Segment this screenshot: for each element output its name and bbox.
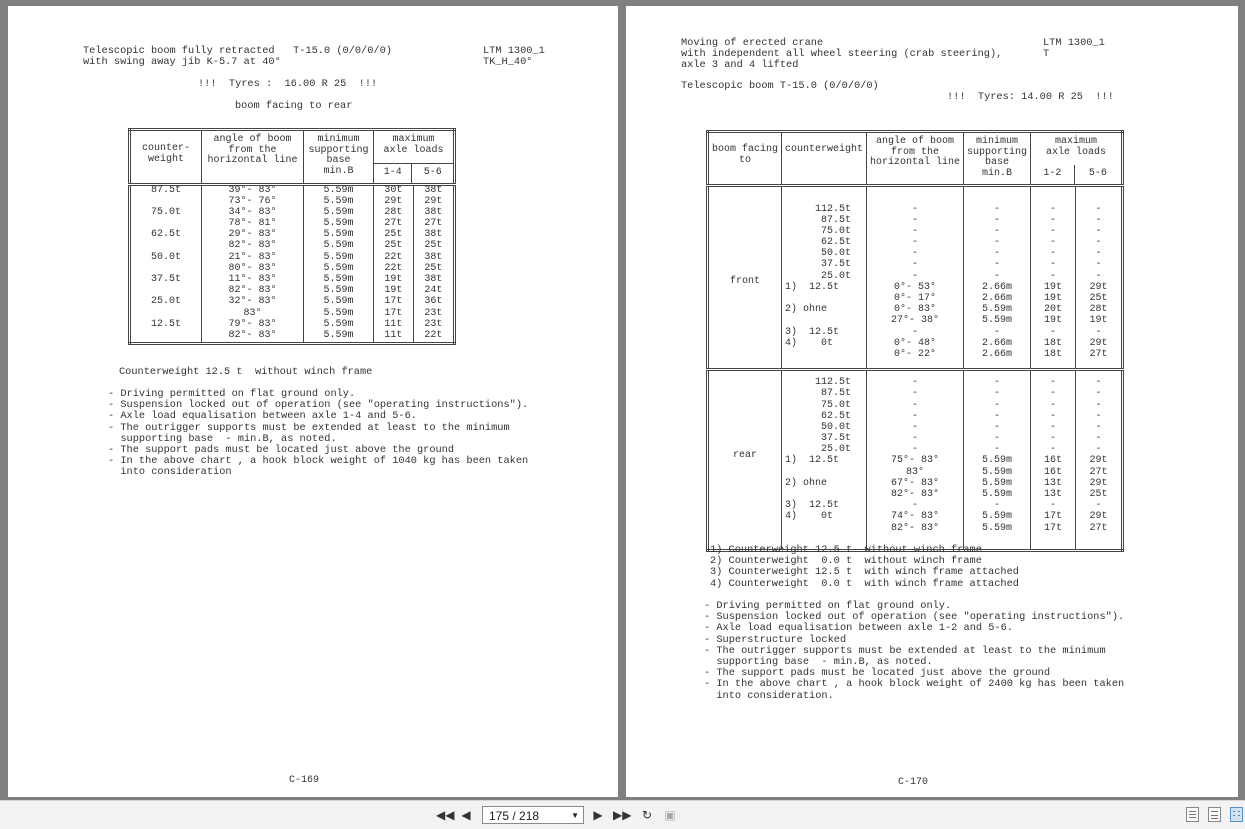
cell-line: - (1095, 214, 1102, 226)
cell-line: 24t (424, 285, 443, 297)
doc-code-line-1: LTM 1300_1 (1043, 37, 1105, 49)
cell-line: 17t (384, 296, 403, 308)
cell-line: 5.59m (323, 240, 354, 252)
cell-line: - (912, 225, 919, 237)
cell-line: - (994, 399, 1001, 411)
load-table-right (706, 130, 1124, 552)
cell-line: - (994, 237, 1001, 249)
cell-line: 112.5t (785, 377, 852, 389)
cell-line: 38t (424, 251, 443, 263)
cell-line: 37.5t (150, 274, 181, 285)
col-axle-5-6 (413, 184, 454, 344)
cell-line: 19t (1044, 281, 1063, 293)
doc-code-line-1: LTM 1300_1 (483, 45, 545, 57)
footnotes-list (710, 545, 1019, 590)
cell-line: 5.59m (323, 206, 354, 218)
cell-line: 50.0t (785, 421, 852, 433)
cell-line: - (1095, 225, 1102, 237)
cell-line: 23t (424, 318, 443, 330)
cell-line: 0°- 53° (894, 281, 937, 293)
cell-line: - (1095, 377, 1102, 389)
cell-line: - (1050, 500, 1057, 512)
cell-line: - (994, 326, 1001, 338)
cell-line: 16t (1044, 466, 1063, 478)
cell-line: 82°- 83° (228, 285, 277, 297)
header-line-1: Moving of erected crane (681, 37, 824, 49)
cell-line: 5.59m (982, 315, 1013, 327)
cell-line: 20t (1044, 304, 1063, 316)
cell-line: - (1050, 377, 1057, 389)
col-angle-rear (867, 370, 964, 551)
col-angle (202, 184, 304, 344)
cell-line: 62.5t (150, 229, 181, 241)
cell-line: - (1050, 225, 1057, 237)
cell-line: 4) 0t (785, 337, 834, 349)
cell-line: - (1050, 248, 1057, 260)
cell-line: 82°- 83° (891, 489, 940, 500)
cell-line: 38t (424, 274, 443, 285)
col-minb (304, 184, 374, 344)
header-counterweight: counter- weight (130, 130, 202, 185)
cell-line: 22t (384, 262, 403, 274)
cell-line: 27t (424, 218, 443, 230)
cell-line: 32°- 83° (228, 296, 277, 308)
cell-line: 12.5t (150, 318, 181, 330)
cell-line: - (1050, 410, 1057, 422)
cell-line: - (994, 433, 1001, 445)
last-page-icon[interactable]: ▶▶ (613, 808, 632, 822)
col-axle-1-4 (374, 184, 414, 344)
notes-list (704, 601, 1124, 702)
cell-line: 25.0t (150, 296, 181, 308)
cell-line: 25t (424, 262, 443, 274)
cell-line: - (912, 326, 919, 338)
cell-line: 1) 12.5t (785, 455, 840, 467)
cell-line: 0°- 17° (894, 293, 937, 304)
col-axle-1-2-front (1031, 185, 1076, 370)
cell-line: 13t (1044, 477, 1063, 489)
cell-line: 112.5t (785, 203, 852, 215)
cell-line: 29t (1089, 281, 1108, 293)
cell-line: 38t (424, 184, 443, 196)
cell-line: 19t (384, 274, 403, 285)
cell-line: - The support pads must be located just above the ground (108, 443, 455, 456)
cell-line: - (1050, 237, 1057, 249)
cell-line: 1) Counterweight 12.5 t without winch frame (710, 544, 982, 556)
cell-line: 22t (384, 251, 403, 263)
facing-front: front (708, 185, 782, 370)
rotate-icon[interactable]: ↻ (641, 808, 653, 822)
cell-line: 19t (1044, 293, 1063, 304)
col-counterweight-rear (782, 370, 867, 551)
cell-line: - (994, 225, 1001, 237)
cell-line: - (1095, 421, 1102, 433)
cell-line: 34°- 83° (228, 206, 277, 218)
cell-line: 5.59m (323, 296, 354, 308)
cell-line: 87.5t (150, 184, 181, 196)
page-select[interactable] (482, 806, 584, 824)
header-angle: angle of boom from the horizontal line (202, 130, 304, 185)
boom-note: Telescopic boom T-15.0 (0/0/0/0) (681, 80, 879, 92)
cell-line: supporting base - min.B, as noted. (704, 655, 933, 668)
cell-line: 3) 12.5t (785, 326, 840, 338)
cell-line: - In the above chart , a hook block weight of 1040 kg has been taken (108, 455, 529, 468)
cell-line: 5.59m (982, 477, 1013, 489)
tyres-note: !!! Tyres : 16.00 R 25 !!! (198, 78, 378, 90)
cell-line (785, 467, 863, 478)
cell-line: 5.59m (323, 329, 354, 341)
cell-line: - (1050, 203, 1057, 215)
cell-line: 11°- 83° (228, 274, 277, 285)
cell-line: 75°- 83° (891, 455, 940, 467)
cell-line: 25.0t (785, 270, 852, 282)
load-table-left (128, 128, 456, 345)
cell-line: 18t (1044, 348, 1063, 360)
col-minb-rear (964, 370, 1031, 551)
cell-line (785, 489, 863, 500)
cell-line: 5.59m (982, 455, 1013, 467)
cell-line: 38t (424, 206, 443, 218)
cell-line: - (912, 433, 919, 445)
cell-line: 25t (424, 240, 443, 252)
header-facing: boom facing to (708, 132, 782, 186)
cell-line: 5.59m (323, 218, 354, 230)
cell-line: 83° (243, 307, 262, 319)
cell-line: supporting base - min.B, as noted. (108, 432, 337, 445)
cell-line: - (994, 270, 1001, 282)
cell-line (785, 349, 863, 360)
cell-line: 23t (424, 307, 443, 319)
previous-page-icon[interactable]: ◀ (461, 808, 471, 822)
doc-code-line-2: T (1043, 48, 1050, 60)
cell-line: - (912, 377, 919, 389)
cell-line: - (1095, 326, 1102, 338)
cell-line: - The outrigger supports must be extended at least to the minimum (704, 644, 1106, 657)
cell-line: 4) 0t (785, 511, 834, 523)
cell-line: - (912, 248, 919, 260)
cell-line: 5.59m (323, 262, 354, 274)
cell-line: 5.59m (323, 318, 354, 330)
cell-line: 2.66m (982, 281, 1013, 293)
header-maximum: maximum axle loads 1-4 5-6 (374, 130, 455, 185)
cell-line: - (994, 248, 1001, 260)
cell-line: 1) 12.5t (785, 281, 840, 293)
next-page-icon[interactable]: ▶ (593, 808, 603, 822)
cell-line: - (994, 410, 1001, 422)
cell-line: 2) Counterweight 0.0 t without winch frame (710, 555, 982, 568)
cell-line: 29t (424, 195, 443, 207)
cell-line: 5.59m (982, 489, 1013, 500)
cell-line: - (912, 388, 919, 400)
cell-line (134, 331, 198, 342)
cell-line: - (1050, 270, 1057, 282)
cell-line: 67°- 83° (891, 477, 940, 489)
cell-line: 13t (1044, 489, 1063, 500)
cell-line: 29t (384, 195, 403, 207)
cell-line: 80°- 83° (228, 262, 277, 274)
cell-line: 28t (384, 206, 403, 218)
cell-line: 5.59m (323, 251, 354, 263)
cell-line: 0°- 83° (894, 304, 937, 316)
col-counterweight (130, 184, 202, 344)
cell-line (785, 315, 863, 326)
col-counterweight-front (782, 185, 867, 370)
cell-line: 27°- 38° (891, 315, 940, 327)
cell-line: 2) ohne (785, 477, 828, 489)
header-line-3: axle 3 and 4 lifted (681, 59, 799, 71)
cell-line: 0°- 22° (894, 348, 937, 360)
cell-line: - In the above chart , a hook block weight of 2400 kg has been taken (704, 678, 1125, 691)
cell-line: 25t (384, 240, 403, 252)
cell-line: 2.66m (982, 348, 1013, 360)
cell-line: 50.0t (150, 251, 181, 263)
cell-line: - (1050, 388, 1057, 400)
cell-line: 16t (1044, 455, 1063, 467)
cell-line: 19t (1089, 315, 1108, 327)
cell-line: - (912, 237, 919, 249)
first-page-icon[interactable]: ◀◀ (436, 808, 455, 822)
cell-line: - Driving permitted on flat ground only. (704, 600, 952, 612)
cell-line: 38t (424, 229, 443, 241)
single-page-view-icon[interactable] (1186, 807, 1199, 822)
col-axle-5-6-front (1076, 185, 1123, 370)
header-maximum: maximum axle loads 1-2 5-6 (1031, 132, 1123, 186)
page-number-left: C-169 (289, 775, 320, 786)
cell-line: - (994, 203, 1001, 215)
orientation-note: boom facing to rear (235, 100, 353, 112)
cell-line: 39°- 83° (228, 184, 277, 196)
cell-line: 78°- 81° (228, 218, 277, 230)
cell-line: 2.66m (982, 293, 1013, 304)
cell-line: - (1095, 399, 1102, 411)
cell-line: 83° (906, 466, 925, 478)
viewer-toolbar (0, 800, 1245, 829)
cell-line: - Superstructure locked (704, 633, 847, 646)
header-minimum: minimum supporting base min.B (964, 132, 1031, 186)
col-angle-front (867, 185, 964, 370)
cell-line: - (1095, 500, 1102, 512)
cell-line: 5.59m (982, 466, 1013, 478)
col-minb-front (964, 185, 1031, 370)
cell-line: - (912, 421, 919, 433)
cell-line: 2) ohne (785, 304, 828, 316)
cell-line: 29t (1089, 511, 1108, 523)
cell-line: - (994, 214, 1001, 226)
cell-line: - (912, 410, 919, 422)
fit-icon[interactable]: ▣ (664, 808, 676, 822)
cell-line: - (994, 388, 1001, 400)
cell-line (785, 293, 863, 304)
cell-line: 17t (1044, 522, 1063, 534)
cell-line: 0°- 48° (894, 337, 937, 349)
cell-line: - (912, 203, 919, 215)
cell-line: 17t (384, 307, 403, 319)
cell-line: - (912, 399, 919, 411)
cell-line: 29°- 83° (228, 229, 277, 241)
col-axle-1-2-rear (1031, 370, 1076, 551)
cell-line: - (994, 259, 1001, 271)
cell-line: 82°- 83° (228, 240, 277, 252)
cell-line: - (1095, 237, 1102, 249)
header-counterweight: counterweight (782, 132, 867, 186)
document-page-left (8, 6, 618, 797)
cell-line: 18t (1044, 337, 1063, 349)
cell-line: 50.0t (785, 248, 852, 260)
cell-line: - (912, 444, 919, 456)
cell-line: 19t (384, 285, 403, 297)
header-line-2: with swing away jib K-5.7 at 40° (83, 56, 281, 68)
cell-line (785, 523, 863, 534)
note-title: Counterweight 12.5 t without winch frame (119, 366, 373, 378)
cell-line: 5.59m (323, 285, 354, 297)
cell-line: 27t (1089, 348, 1108, 360)
cell-line: 29t (1089, 337, 1108, 349)
cell-line: - (1095, 388, 1102, 400)
cell-line: - Axle load equalisation between axle 1-4 and 5-6. (108, 410, 417, 423)
cell-line: - (994, 444, 1001, 456)
cell-line: - The support pads must be located just above the ground (704, 667, 1051, 680)
cell-line: 5.59m (982, 304, 1013, 316)
page-number-right: C-170 (898, 777, 929, 788)
cell-line: 73°- 76° (228, 195, 277, 207)
cell-line: - (912, 270, 919, 282)
cell-line: - (1050, 259, 1057, 271)
cell-line: 82°- 83° (891, 522, 940, 534)
cell-line: - (1095, 259, 1102, 271)
cell-line: 29t (1089, 477, 1108, 489)
cell-line: 25.0t (785, 444, 852, 456)
cell-line: 25t (1089, 293, 1108, 304)
cell-line: - (994, 421, 1001, 433)
cell-line: 11t (384, 318, 403, 330)
cell-line: - (1050, 326, 1057, 338)
cell-line: - (912, 259, 919, 271)
cell-line: 28t (1089, 304, 1108, 316)
cell-line: - (1095, 270, 1102, 282)
cell-line: 5.59m (323, 229, 354, 241)
doc-code-line-2: TK_H_40° (483, 56, 533, 68)
cell-line: 82°- 83° (228, 329, 277, 341)
cell-line: 30t (384, 184, 403, 196)
cell-line: 3) Counterweight 12.5 t with winch frame attached (710, 566, 1019, 579)
cell-line: 27t (1089, 522, 1108, 534)
cell-line: 5.59m (323, 195, 354, 207)
cell-line: - (1095, 410, 1102, 422)
cell-line: - (912, 500, 919, 512)
cell-line: - (1095, 433, 1102, 445)
cell-line: - (994, 500, 1001, 512)
header-line-1: Telescopic boom fully retracted T-15.0 (0/0/0/0) (83, 45, 392, 57)
tyres-note: !!! Tyres: 14.00 R 25 !!! (947, 91, 1114, 103)
header-minimum: minimum supporting base min.B (304, 130, 374, 185)
header-angle: angle of boom from the horizontal line (867, 132, 964, 186)
cell-line: 2.66m (982, 337, 1013, 349)
cell-line: - (1050, 399, 1057, 411)
cell-line: 25t (1089, 489, 1108, 500)
cell-line: 19t (1044, 315, 1063, 327)
cell-line: 36t (424, 296, 443, 308)
cell-line: 3) 12.5t (785, 500, 840, 512)
cell-line: 4) Counterweight 0.0 t with winch frame attached (710, 577, 1019, 590)
cell-line: 22t (424, 329, 443, 341)
col-axle-5-6-rear (1076, 370, 1123, 551)
cell-line: into consideration. (704, 689, 834, 702)
cell-line: 11t (384, 329, 403, 341)
cell-line: 5.59m (323, 307, 354, 319)
cell-line: - (1095, 444, 1102, 456)
cell-line: - Driving permitted on flat ground only. (108, 388, 356, 400)
cell-line: 5.59m (982, 522, 1013, 534)
notes-list (108, 389, 528, 479)
cell-line: 17t (1044, 511, 1063, 523)
cell-line: 37.5t (785, 433, 852, 445)
cell-line: - (1050, 421, 1057, 433)
cell-line: - Suspension locked out of operation (see "operating instructions"). (108, 399, 529, 412)
cell-line: 87.5t (785, 214, 852, 226)
cell-line: - (1050, 214, 1057, 226)
cell-line: 87.5t (785, 388, 852, 400)
chevron-down-icon: ▼ (571, 811, 579, 820)
cell-line: - (912, 214, 919, 226)
cell-line: 75.0t (785, 399, 852, 411)
cell-line: 62.5t (785, 410, 852, 422)
two-page-view-icon[interactable] (1230, 807, 1243, 822)
cell-line: - (1050, 433, 1057, 445)
cell-line: 74°- 83° (891, 511, 940, 523)
cell-line: 27t (1089, 466, 1108, 478)
cell-line: 29t (1089, 455, 1108, 467)
cell-line: 62.5t (785, 237, 852, 249)
cell-line: - (1095, 203, 1102, 215)
cell-line: 25t (384, 229, 403, 241)
cell-line: 27t (384, 218, 403, 230)
cell-line: - Suspension locked out of operation (see "operating instructions"). (704, 611, 1125, 624)
cell-line: 37.5t (785, 259, 852, 271)
header-line-2: with independent all wheel steering (crab steering), (681, 48, 1003, 60)
facing-rear: rear (708, 370, 782, 551)
cell-line (134, 241, 198, 252)
cell-line: 21°- 83° (228, 251, 277, 263)
cell-line: 5.59m (323, 274, 354, 285)
cell-line: into consideration (108, 466, 232, 479)
cell-line: - (994, 377, 1001, 389)
cell-line: - (1095, 248, 1102, 260)
cell-line: 75.0t (785, 225, 852, 237)
document-page-right (626, 6, 1238, 797)
page-indicator: 175 / 218 (489, 809, 540, 823)
cell-line: 75.0t (150, 206, 181, 218)
cell-line: - (1050, 444, 1057, 456)
cell-line: - Axle load equalisation between axle 1-2 and 5-6. (704, 622, 1013, 635)
continuous-view-icon[interactable] (1208, 807, 1221, 822)
cell-line: 5.59m (982, 511, 1013, 523)
cell-line: 79°- 83° (228, 318, 277, 330)
cell-line: 5.59m (323, 184, 354, 196)
cell-line: - The outrigger supports must be extended at least to the minimum (108, 421, 510, 434)
